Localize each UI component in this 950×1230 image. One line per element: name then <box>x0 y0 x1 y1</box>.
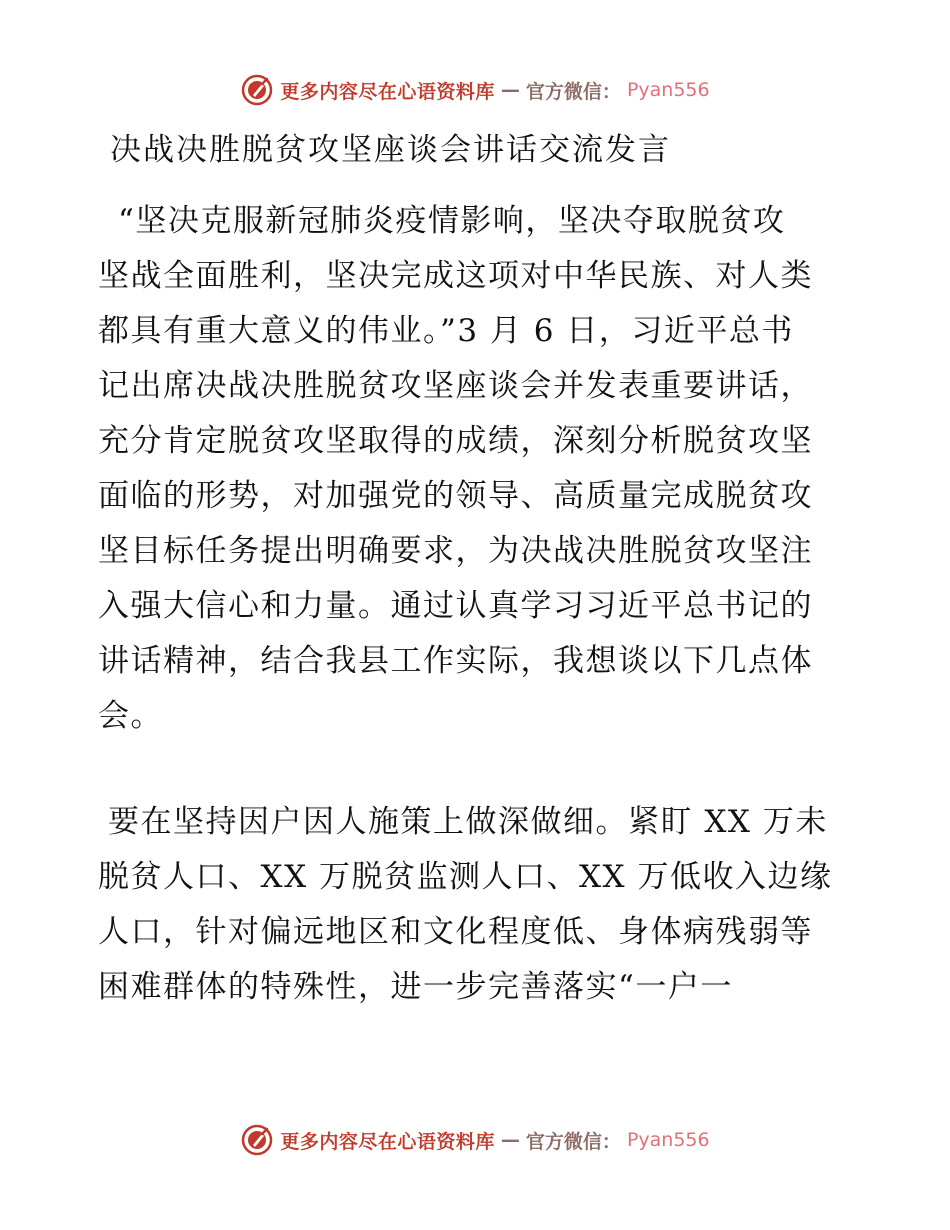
footer-watermark <box>0 1120 950 1160</box>
pen-nib-logo-icon <box>240 1123 274 1157</box>
paragraph-line: 都具有重大意义的伟业。”3 月 6 日，习近平总书 <box>98 313 794 349</box>
paragraph-line: 人口，针对偏远地区和文化程度低、身体病残弱等 <box>98 914 813 950</box>
watermark-text: 更多内容尽在心语资料库 <box>280 80 495 103</box>
paragraph-line: 会。 <box>98 698 163 734</box>
watermark-text: 更多内容尽在心语资料库 <box>280 1130 495 1153</box>
pen-nib-logo-icon <box>240 73 274 107</box>
document-title: 决战决胜脱贫攻坚座谈会讲话交流发言 <box>110 132 671 168</box>
watermark-dash: — <box>500 79 520 101</box>
paragraph-line: 坚目标任务提出明确要求，为决战决胜脱贫攻坚注 <box>98 533 813 569</box>
paragraph-line: 面临的形势，对加强党的领导、高质量完成脱贫攻 <box>98 478 813 514</box>
paragraph-line: 困难群体的特殊性，进一步完善落实“一户一 <box>98 969 733 1005</box>
paragraph-line: 讲话精神，结合我县工作实际，我想谈以下几点体 <box>98 643 813 679</box>
paragraph-1 <box>98 194 858 744</box>
watermark-wechat-id: Pyan556 <box>626 79 710 101</box>
paragraph-line: 充分肯定脱贫攻坚取得的成绩，深刻分析脱贫攻坚 <box>98 423 813 459</box>
watermark-wechat-id: Pyan556 <box>626 1129 710 1151</box>
watermark-wechat-label: 官方微信： <box>525 1130 621 1153</box>
paragraph-line: 脱贫人口、XX 万脱贫监测人口、XX 万低收入边缘 <box>98 859 833 895</box>
paragraph-line: 入强大信心和力量。通过认真学习习近平总书记的 <box>98 588 813 624</box>
watermark-dash: — <box>500 1129 520 1151</box>
paragraph-line: 要在坚持因户因人施策上做深做细。紧盯 XX 万未 <box>108 804 828 840</box>
paragraph-line: 坚战全面胜利，坚决完成这项对中华民族、对人类 <box>98 258 813 294</box>
paragraph-line: “坚决克服新冠肺炎疫情影响，坚决夺取脱贫攻 <box>118 203 786 239</box>
paragraph-2 <box>98 795 858 1015</box>
watermark-wechat-label: 官方微信： <box>525 80 621 103</box>
header-watermark <box>0 70 950 110</box>
paragraph-line: 记出席决战决胜脱贫攻坚座谈会并发表重要讲话， <box>98 368 813 404</box>
